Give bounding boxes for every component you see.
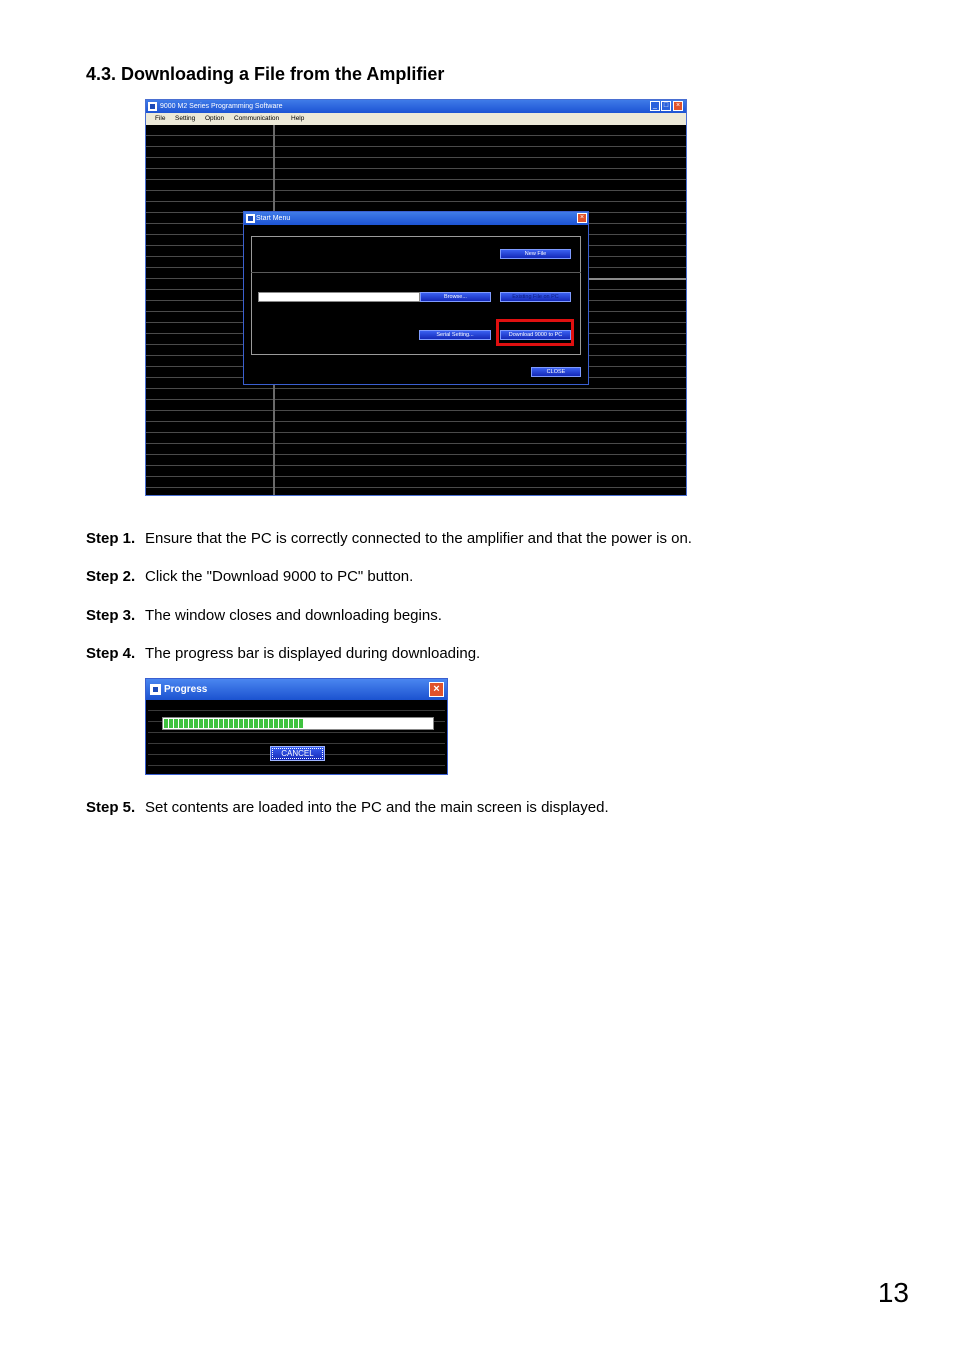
step-text: Ensure that the PC is correctly connected to the amplifier and that the power is on. bbox=[145, 530, 692, 547]
start-menu-title: Start Menu bbox=[256, 215, 291, 222]
download-9000-to-pc-button[interactable]: Download 9000 to PC bbox=[500, 330, 571, 340]
step-label: Step 1. bbox=[86, 530, 136, 547]
app-title-bar bbox=[146, 100, 686, 113]
new-file-button[interactable]: New File bbox=[500, 249, 571, 259]
step-3 bbox=[86, 607, 442, 624]
step-label: Step 2. bbox=[86, 568, 136, 585]
close-icon[interactable]: × bbox=[673, 101, 683, 111]
highlight-box bbox=[496, 319, 574, 346]
progress-close-icon[interactable]: × bbox=[429, 682, 444, 697]
step-text: Click the "Download 9000 to PC" button. bbox=[145, 568, 414, 585]
app-window-screenshot bbox=[145, 99, 687, 496]
progress-title-bar bbox=[146, 679, 447, 700]
horizontal-divider bbox=[589, 278, 687, 280]
progress-bar bbox=[162, 717, 434, 730]
close-button[interactable]: CLOSE bbox=[531, 367, 581, 377]
start-menu-title-bar bbox=[244, 212, 588, 225]
progress-body bbox=[148, 700, 445, 772]
step-1 bbox=[86, 530, 692, 547]
step-text: The window closes and downloading begins. bbox=[145, 607, 442, 624]
start-menu-icon bbox=[246, 214, 255, 223]
progress-dialog bbox=[145, 678, 448, 775]
minimize-icon[interactable]: _ bbox=[650, 101, 660, 111]
step-5 bbox=[86, 799, 609, 816]
menu-help[interactable]: Help bbox=[291, 115, 305, 122]
maximize-icon[interactable]: □ bbox=[661, 101, 671, 111]
step-label: Step 5. bbox=[86, 799, 136, 816]
step-label: Step 4. bbox=[86, 645, 136, 662]
serial-setting-button[interactable]: Serial Setting... bbox=[419, 330, 491, 340]
app-icon bbox=[148, 102, 157, 111]
step-2 bbox=[86, 568, 413, 585]
panel-divider bbox=[251, 272, 581, 273]
file-path-input[interactable] bbox=[258, 292, 420, 302]
menu-option[interactable]: Option bbox=[205, 115, 225, 122]
start-menu-dialog bbox=[243, 211, 589, 385]
menu-bar bbox=[146, 113, 686, 125]
section-title: 4.3. Downloading a File from the Amplifier bbox=[86, 64, 445, 84]
menu-communication[interactable]: Communication bbox=[234, 115, 280, 122]
page-number: 13 bbox=[877, 1277, 909, 1308]
menu-setting[interactable]: Setting bbox=[175, 115, 196, 122]
step-text: Set contents are loaded into the PC and the main screen is displayed. bbox=[145, 799, 609, 816]
step-label: Step 3. bbox=[86, 607, 136, 624]
existing-file-button[interactable]: Existing File on PC bbox=[500, 292, 571, 302]
cancel-button[interactable]: CANCEL bbox=[270, 746, 325, 761]
step-4 bbox=[86, 645, 480, 662]
progress-bar-fill bbox=[164, 719, 303, 728]
browse-button[interactable]: Browse... bbox=[420, 292, 491, 302]
step-text: The progress bar is displayed during downloading. bbox=[145, 645, 481, 662]
menu-file[interactable]: File bbox=[155, 115, 166, 122]
start-menu-close-icon[interactable]: × bbox=[577, 213, 587, 223]
app-title: 9000 M2 Series Programming Software bbox=[160, 103, 283, 110]
progress-app-icon bbox=[150, 684, 161, 695]
progress-title: Progress bbox=[164, 684, 208, 695]
